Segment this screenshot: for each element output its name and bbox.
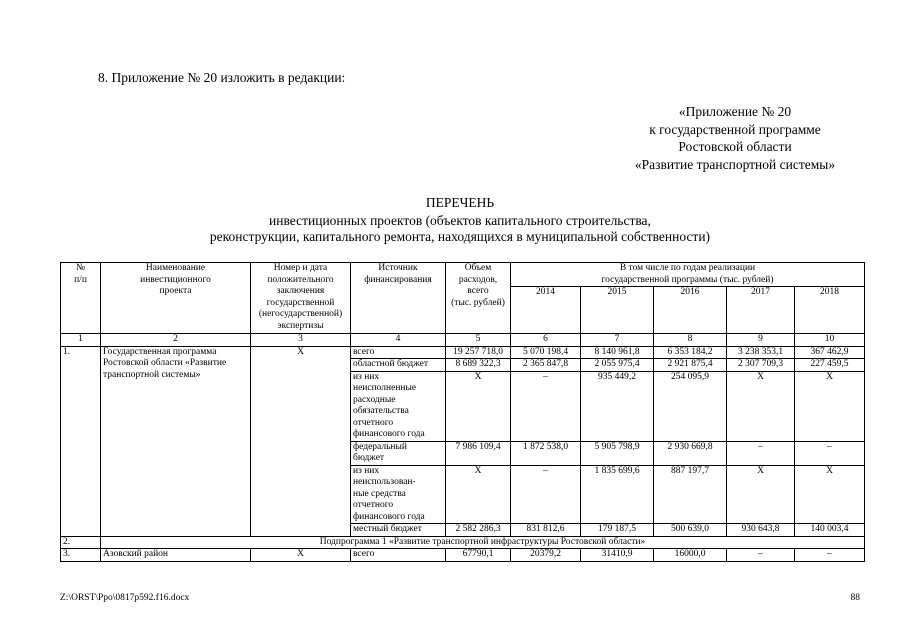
row-value: 500 639,0 [654,524,727,537]
header-num: № п/п [61,263,101,334]
row-value: 2 582 286,3 [446,524,511,537]
row-source: федеральный бюджет [351,441,446,465]
appendix-line3: Ростовской области [678,139,792,154]
page-number: 88 [850,593,860,603]
column-number: 4 [351,334,446,347]
header-total: Объем расходов, всего (тыс. рублей) [446,263,511,334]
row-value: 3 238 353,1 [727,346,795,359]
row-value: Х [727,465,795,524]
row-source: областной бюджет [351,359,446,372]
intro-text: 8. Приложение № 20 изложить в редакции: [98,70,346,85]
row-project-name: Государственная программа Ростовской области «Развитие транспортной системы» [101,346,251,536]
appendix-block [585,103,885,173]
row-value: 831 812,6 [511,524,581,537]
row-value: 2 921 875,4 [654,359,727,372]
title-line2: инвестиционных проектов (объектов капитального строительства, [269,213,651,228]
row-value: – [795,549,865,562]
column-numbers-row [61,334,865,347]
header-year: 2014 [511,287,581,334]
row-value: 8 689 322,3 [446,359,511,372]
row-value: – [511,465,581,524]
header-year: 2017 [727,287,795,334]
header-year: 2015 [581,287,654,334]
column-number: 10 [795,334,865,347]
table-row [61,346,865,359]
row-value: 6 353 184,2 [654,346,727,359]
row-source: всего [351,549,446,562]
header-source: Источник финансирования [351,263,446,334]
row-value: – [727,549,795,562]
title-line3: реконструкции, капитального ремонта, находящихся в муниципальной собственности) [209,229,711,244]
row-value: 67790,1 [446,549,511,562]
row-value: 887 197,7 [654,465,727,524]
subprogram-title: Подпрограмма 1 «Развитие транспортной инфраструктуры Ростовской области» [101,536,865,549]
column-number: 8 [654,334,727,347]
row-project-name: Азовский район [101,549,251,562]
row-value: 16000,0 [654,549,727,562]
row-source: местный бюджет [351,524,446,537]
row-value: – [511,371,581,441]
row-value: 8 140 961,8 [581,346,654,359]
row-value: 5 070 198,4 [511,346,581,359]
table-row [61,536,865,549]
row-value: 19 257 718,0 [446,346,511,359]
row-value: 179 187,5 [581,524,654,537]
header-year: 2016 [654,287,727,334]
column-number: 1 [61,334,101,347]
row-value: 930 643,8 [727,524,795,537]
row-value: Х [795,371,865,441]
appendix-line4: «Развитие транспортной системы» [634,156,836,172]
row-value: 140 003,4 [795,524,865,537]
row-value: 1 872 538,0 [511,441,581,465]
header-expertise: Номер и дата положительного заключения государственной (негосударственной) экспертизы [251,263,351,334]
column-number: 5 [446,334,511,347]
row-source: всего [351,346,446,359]
row-value: 2 055 975,4 [581,359,654,372]
header-year: 2018 [795,287,865,334]
row-source: из них неисполненные расходные обязательства отчетного финансового года [351,371,446,441]
row-value: Х [446,371,511,441]
header-name: Наименование инвестиционного проекта [101,263,251,334]
appendix-line2: к государственной программе [649,121,821,137]
row-value: 227 459,5 [795,359,865,372]
row-num: 1. [61,346,101,536]
row-expertise: Х [251,549,351,562]
column-number: 6 [511,334,581,347]
row-value: 2 307 709,3 [727,359,795,372]
row-value: 367 462,9 [795,346,865,359]
column-number: 9 [727,334,795,347]
row-value: 31410,9 [581,549,654,562]
row-value: 935 449,2 [581,371,654,441]
row-value: 1 835 699,6 [581,465,654,524]
row-value: 2 930 669,8 [654,441,727,465]
column-number: 3 [251,334,351,347]
title-line1: ПЕРЕЧЕНЬ [425,195,495,210]
row-source: из них неиспользован- ные средства отчетного финансового года [351,465,446,524]
column-number: 7 [581,334,654,347]
row-num: 3. [61,549,101,562]
row-value: Х [795,465,865,524]
row-value: 20379,2 [511,549,581,562]
header-years-group: В том числе по годам реализации государственной программы (тыс. рублей) [511,263,865,287]
row-expertise: Х [251,346,351,536]
row-value: 5 905 798,9 [581,441,654,465]
column-number: 2 [101,334,251,347]
investment-projects-table [60,262,865,562]
footer-file-path: Z:\ORST\Ppo\0817p592.f16.docx [60,593,190,603]
row-value: 7 986 109,4 [446,441,511,465]
row-num: 2. [61,536,101,549]
row-value: 2 365 847,8 [511,359,581,372]
appendix-line1: «Приложение № 20 [678,104,792,119]
row-value: Х [446,465,511,524]
row-value: – [795,441,865,465]
row-value: 254 095,9 [654,371,727,441]
row-value: Х [727,371,795,441]
table-row [61,549,865,562]
table-header-row [61,263,865,287]
document-title [120,195,800,245]
row-value: – [727,441,795,465]
